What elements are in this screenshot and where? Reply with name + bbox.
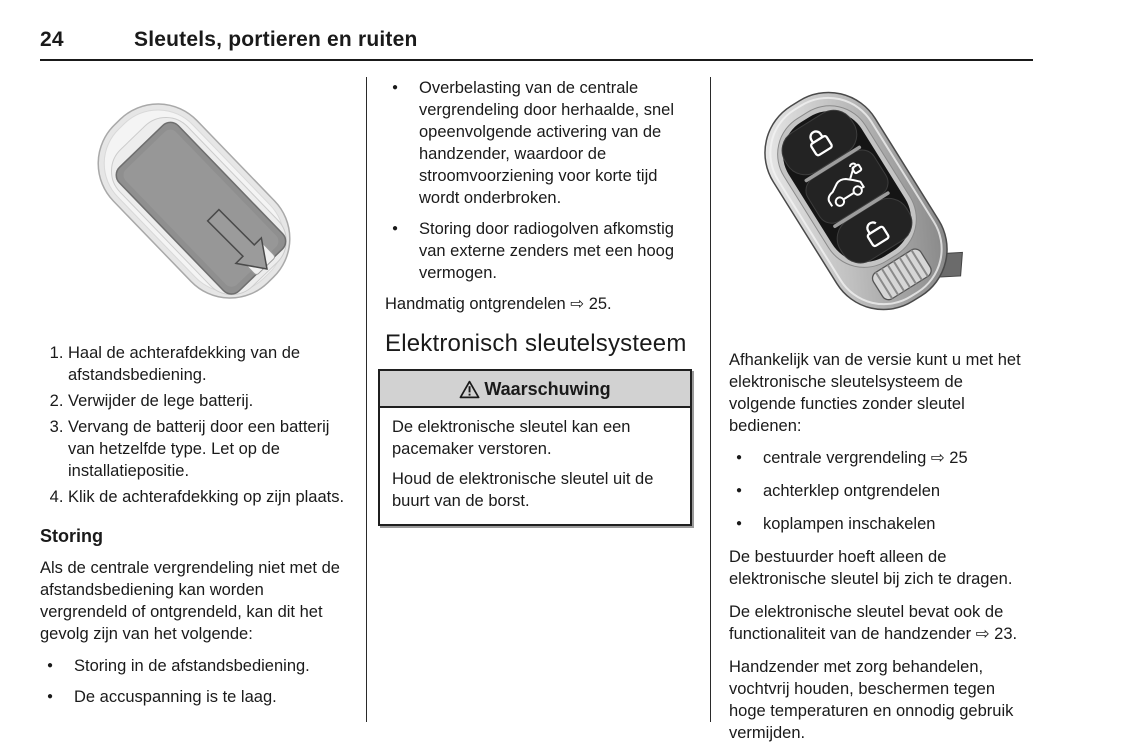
paragraph: Handzender met zorg behandelen, vochtvrij houden, beschermen tegen hoge temperaturen en onnodig gebruik vermijden. [729,658,1014,742]
interference-causes-list [385,77,691,284]
step-item: 4. Klik de achterafdekking op zijn plaats. [68,486,348,508]
keyless-intro-paragraph: Afhankelijk van de versie kunt u met het elektronische sleutelsysteem de volgende functies zonder sleutel bedienen: [729,351,1021,435]
list-item: ● Storing door radiogolven afkomstig van externe zenders met een hoog vermogen. [385,218,691,284]
right-column [729,75,1033,744]
column-divider-right [710,77,711,722]
column-divider-left [366,77,367,722]
warning-box-body [380,408,690,524]
page-title: Sleutels, portieren en ruiten [134,28,418,51]
paragraph: De elektronische sleutel bevat ook de functionaliteit van de handzender ⇨ 23. [729,603,1018,643]
remote-key-back-cover-image [40,83,348,320]
storing-paragraph: Als de centrale vergrendeling niet met de afstandsbediening kan worden vergrendeld of ontgrendeld, kan dit het gevolg zijn van het volgende: [40,559,340,643]
warning-box [378,369,692,526]
step-item: 3. Vervang de batterij door een batterij van hetzelfde type. Let op de installatiepositie. [68,416,348,482]
header-rule [40,59,1033,61]
keyless-functions-list [729,447,1033,535]
step-item: 1. Haal de achterafdekking van de afstandsbediening. [68,342,348,386]
paragraph: De bestuurder hoeft alleen de elektronische sleutel bij zich te dragen. [729,548,1013,588]
list-item: ● Overbelasting van de centrale vergrendeling door herhaalde, snel opeenvolgende activering van de handzender, waardoor de stroomvoorziening voor korte tijd wordt onderbroken. [385,77,691,209]
warning-triangle-icon [459,380,480,399]
step-item: 2. Verwijder de lege batterij. [68,390,348,412]
battery-replacement-steps [40,342,348,508]
list-item: ● achterklep ontgrendelen [729,480,1033,502]
page-number: 24 [40,28,64,51]
storing-heading: Storing [40,526,103,546]
middle-column [385,75,691,526]
list-item: ● De accuspanning is te laag. [40,686,348,708]
warning-box-header [380,371,690,408]
manual-unlock-reference: Handmatig ontgrendelen ⇨ 25. [385,295,612,313]
warning-paragraph: Houd de elektronische sleutel uit de buurt van de borst. [392,470,654,510]
list-item: ● centrale vergrendeling ⇨ 25 [729,447,1033,469]
list-item: ● Storing in de afstandsbediening. [40,655,348,677]
list-item: ● koplampen inschakelen [729,513,1033,535]
left-column [40,75,348,717]
electronic-key-image [729,83,1033,325]
section-heading: Elektronisch sleutelsysteem [385,330,687,357]
storing-causes-list [40,655,348,708]
warning-title: Waarschuwing [484,379,611,399]
warning-paragraph: De elektronische sleutel kan een pacemaker verstoren. [392,418,631,458]
